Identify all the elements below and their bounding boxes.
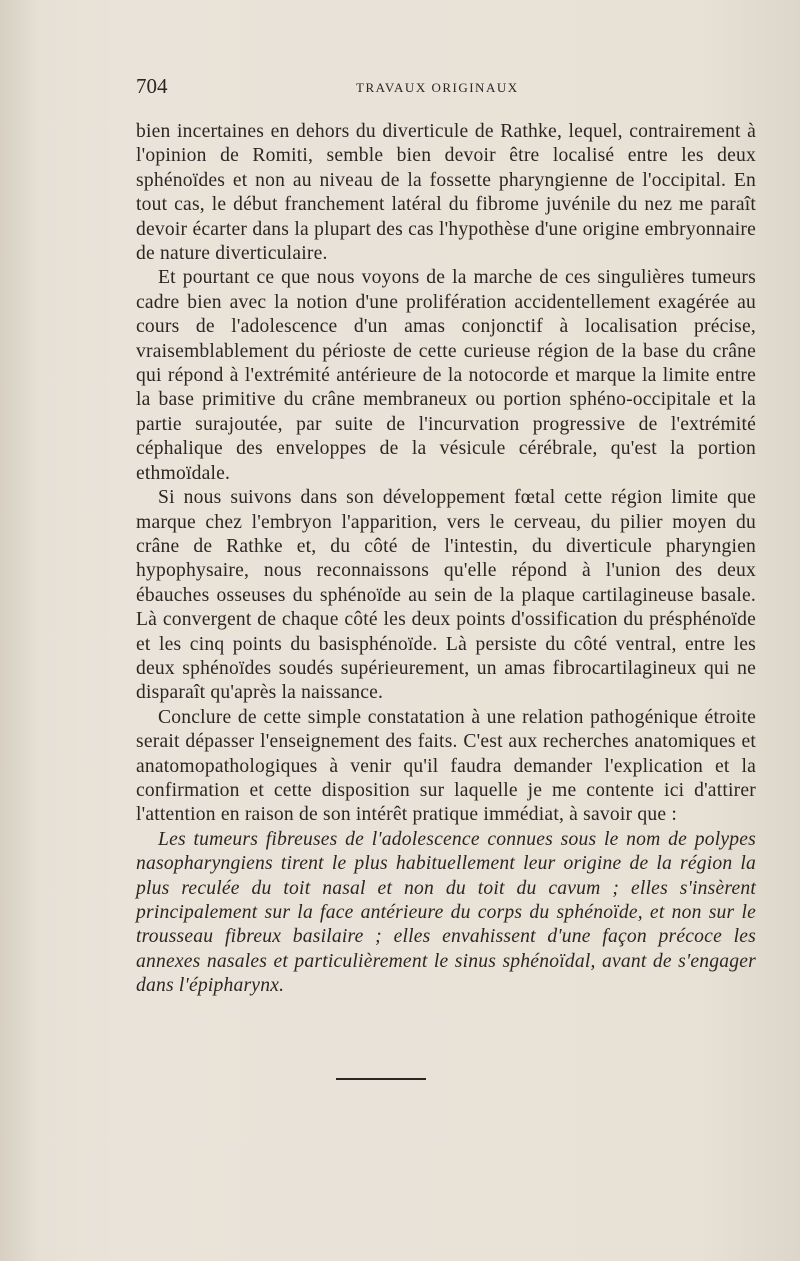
paragraph-1: bien incertaines en dehors du diverticule de Rathke, lequel, contrairement à l'opinion de Romiti, semble bien devoir être localisé entre les deux sphénoïdes et non au niveau de la fossette pharyngienne de l'occipital. En tout cas, le début franchement latéral du fibrome juvénile du nez me paraît devoir écarter dans la plupart des cas l'hypothèse d'une origine embryonnaire de nature diverticulaire. — [136, 121, 756, 265]
paragraph-2: Et pourtant ce que nous voyons de la marche de ces singulières tumeurs cadre bien avec la notion d'une prolifération accidentellement exagérée au cours de l'adolescence d'un amas conjonctif à localisation précise, vraisemblablement du périoste de cette curieuse région de la base du crâne qui répond à l'extrémité antérieure de la notocorde et marque la limite entre la base primitive du crâne membraneux ou portion sphéno-occipitale et la partie surajoutée, par suite de l'incurvation progressive de l'extrémité céphalique des enveloppes de la vésicule cérébrale, qu'est la portion ethmoïdale. — [136, 267, 756, 484]
conclusion-paragraph: Les tumeurs fibreuses de l'adolescence connues sous le nom de polypes nasopharyngiens tirent le plus habituellement leur origine de la région la plus reculée du toit nasal et non du toit du cavum ; elles s'insèrent principalement sur la face antérieure du corps du sphénoïde, et non sur le trousseau fibreux basilaire ; elles envahissent d'une façon précoce les annexes nasales et particulièrement le sinus sphénoïdal, avant de s'engager dans l'épipharynx. — [136, 828, 756, 997]
page-number: 704 — [136, 74, 168, 98]
page-header — [136, 74, 756, 102]
body-text — [136, 120, 756, 999]
paragraph-3: Si nous suivons dans son développement fœtal cette région limite que marque chez l'embryon l'apparition, vers le cerveau, du pilier moyen du crâne de Rathke et, du côté de l'intestin, du diverticule pharyngien hypophysaire, nous reconnaissons qu'elle répond à l'union des deux ébauches osseuses du sphénoïde au sein de la plaque cartilagineuse basale. Là convergent de chaque côté les deux points d'ossification du présphénoïde et les cinq points du basisphénoïde. Là persiste du côté ventral, entre les deux sphénoïdes soudés supérieurement, un amas fibrocartilagineux qui ne disparaît qu'après la naissance. — [136, 487, 756, 704]
end-rule — [336, 1078, 426, 1080]
running-head: TRAVAUX ORIGINAUX — [356, 80, 519, 95]
paragraph-4: Conclure de cette simple constatation à une relation pathogénique étroite serait dépasser l'enseignement des faits. C'est aux recherches anatomiques et anatomopathologiques à venir qu'il faudra demander l'explication et la confirmation et cette disposition sur laquelle je me contente ici d'attirer l'attention en raison de son intérêt pratique immédiat, à savoir que : — [136, 706, 756, 826]
